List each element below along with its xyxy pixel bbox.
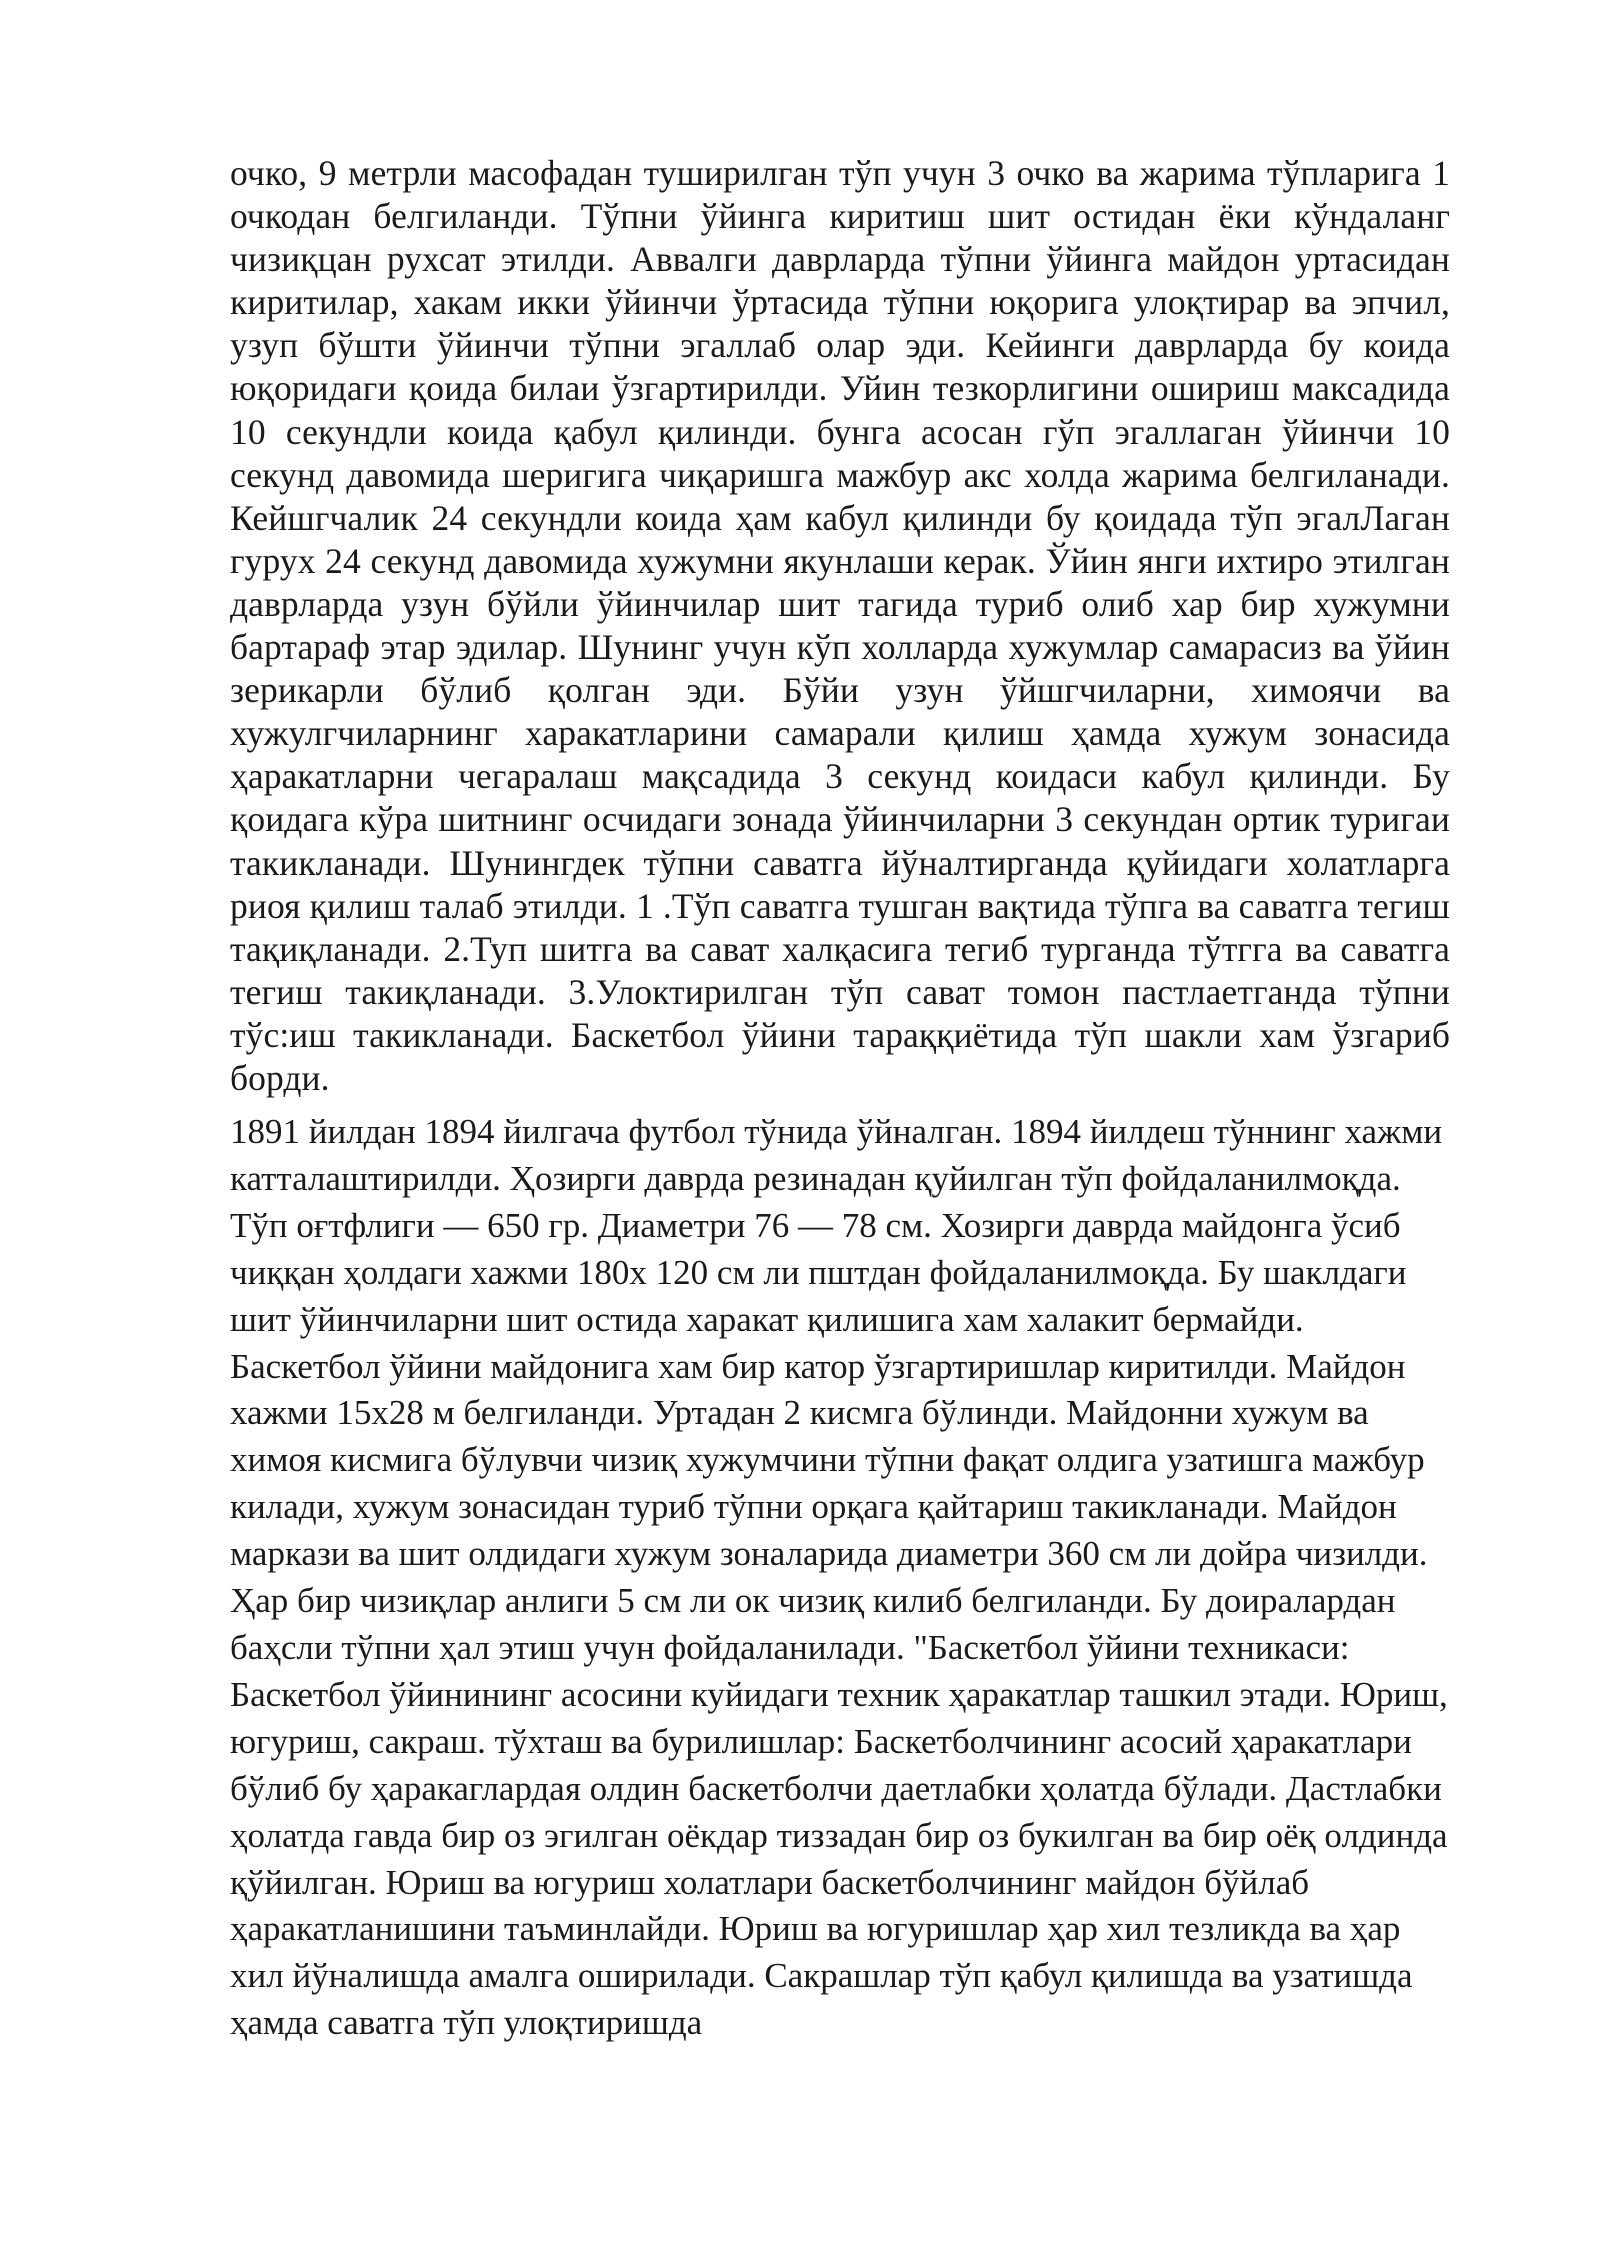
paragraph-1: очко, 9 метрли масофадан туширилган тўп учун 3 очко ва жарима тўпларига 1 очкодан белгиланди. Тўпни ўйинга киритиш шит остидан ёки кўндаланг чизиқцан рухсат этилди. Аввалги даврларда тўпни ўйинга майдон уртасидан киритилар, хакам икки ўйинчи ўртасида тўпни юқорига улоқтирар ва эпчил, узуп бўшти ўйинчи тўпни эгаллаб олар эди. Кейинги даврларда бу коида юқоридаги қоида билаи ўзгартирилди. Уйин тезкорлигини ошириш максадида 10 секундли коида қабул қилинди. бунга асосан гўп эгаллаган ўйинчи 10 секунд давомида шеригига чиқаришга мажбур акс холда жарима белгиланади. Кейшгчалик 24 секундли коида ҳам кабул қилинди бу қоидада тўп эгалЛаган гурух 24 секунд давомида хужумни якунлаши керак. Ўйин янги ихтиро этилган даврларда узун бўйли ўйинчилар шит тагида туриб олиб хар бир хужумни бартараф этар эдилар. Шунинг учун кўп холларда хужумлар самарасиз ва ўйин зерикарли бўлиб қолган эди. Бўйи узун ўйшгчиларни, химоячи ва хужулгчиларнинг харакатларини самарали қилиш ҳамда хужум зонасида ҳаракатларни чегаралаш мақсадида 3 секунд коидаси кабул қилинди. Бу қоидага кўра шитнинг осчидаги зонада ўйинчиларни 3 секундан ортик туригаи такикланади. Шунингдек тўпни саватга йўналтирганда қуйидаги холатларга риоя қилиш талаб этилди. 1 .Тўп саватга тушган вақтида тўпга ва саватга тегиш тақиқланади. 2.Туп шитга ва сават халқасига тегиб турганда тўтгга ва саватга тегиш такиқланади. 3.Улоктирилган тўп сават томон пастлаетганда тўпни тўс:иш такикланади. Баскетбол ўйини тараққиётида тўп шакли хам ўзгариб борди. [230, 153, 1450, 1098]
paragraph-2: 1891 йилдан 1894 йилгача футбол тўнида ўйналган. 1894 йилдеш тўннинг хажми катталаштирилди. Ҳозирги даврда резинадан қуйилган тўп фойдаланилмоқда. Тўп оғтфлиги — 650 гр. Диаметри 76 — 78 см. Хозирги даврда майдонга ўсиб чиққан ҳолдаги хажми 180х 120 см ли пштдан фойдаланилмоқда. Бу шаклдаги шит ўйинчиларни шит остида харакат қилишига хам халакит бермайди. Баскетбол ўйини майдонига хам бир катор ўзгартиришлар киритилди. Майдон хажми 15х28 м белгиланди. Уртадан 2 кисмга бўлинди. Майдонни хужум ва химоя кисмига бўлувчи чизиқ хужумчини тўпни фақат олдига узатишга мажбур килади, хужум зонасидан туриб тўпни орқага қайтариш такикланади. Майдон маркази ва шит олдидаги хужум зоналарида диаметри 360 см ли дойра чизилди. Ҳар бир чизиқлар анлиги 5 см ли ок чизиқ килиб белгиланди. Бу доиралардан баҳсли тўпни ҳал этиш учун фойдаланилади. "Баскетбол ўйини техникаси: Баскетбол ўйинининг асосини куйидаги техник ҳаракатлар ташкил этади. Юриш, югуриш, сакраш. тўхташ ва бурилишлар: Баскетболчининг асосий ҳаракатлари бўлиб бу ҳаракаглардая олдин баскетболчи даетлабки ҳолатда бўлади. Дастлабки ҳолатда гавда бир оз эгилган оёкдар тиззадан бир оз букилган ва бир оёқ олдинда қўйилган. Юриш ва югуриш холатлари баскетболчининг майдон бўйлаб ҳаракатланишини таъминлайди. Юриш ва югуришлар ҳар хил тезликда ва ҳар хил йўналишда амалга оширилади. Сакрашлар тўп қабул қилишда ва узатишда ҳамда саватга тўп улоқтиришда [230, 1112, 1448, 2043]
